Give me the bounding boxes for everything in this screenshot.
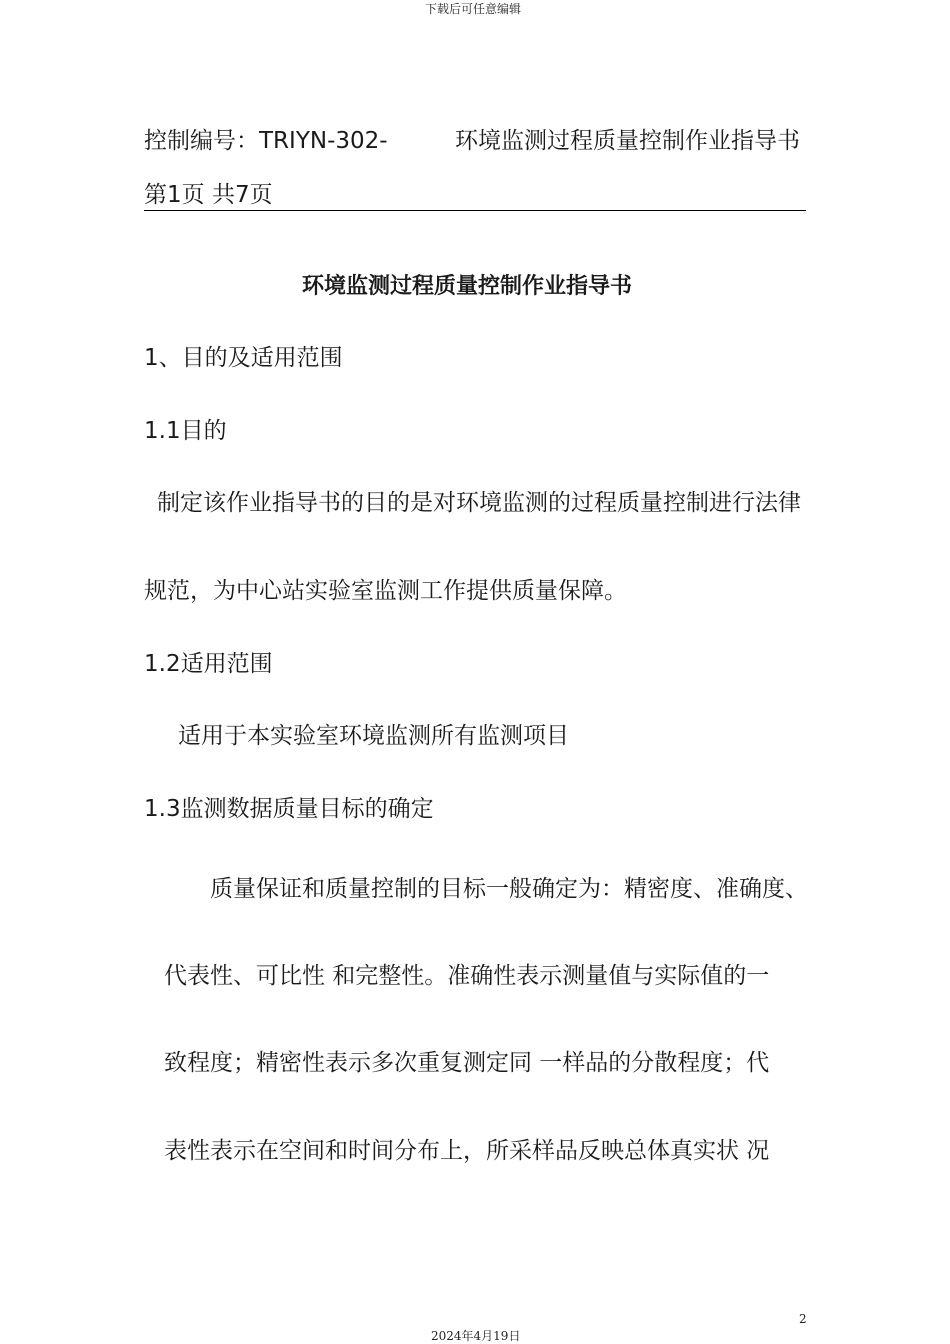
page-info: 第1页 共7页 [144, 182, 273, 208]
section-1-1-paragraph-line-2: 规范，为中心站实验室监测工作提供质量保障。 [144, 578, 627, 604]
page-number: 2 [799, 1312, 807, 1326]
header-divider [144, 210, 806, 211]
section-1-3-paragraph-line-2: 代表性、可比性 和完整性。准确性表示测量值与实际值的一 [164, 963, 770, 989]
document-title: 环境监测过程质量控制作业指导书 [302, 274, 633, 299]
section-1-1-paragraph-line-1: 制定该作业指导书的目的是对环境监测的过程质量控制进行法律 [157, 490, 801, 516]
footer-date: 2024年4月19日 [431, 1329, 521, 1343]
section-1-2-paragraph: 适用于本实验室环境监测所有监测项目 [178, 723, 569, 749]
section-1-heading: 1、目的及适用范围 [144, 345, 343, 371]
section-1-3-paragraph-line-1: 质量保证和质量控制的目标一般确定为：精密度、准确度、 [210, 876, 808, 902]
section-1-1-heading: 1.1目的 [144, 418, 227, 444]
section-1-3-paragraph-line-4: 表性表示在空间和时间分布上，所采样品反映总体真实状 况 [164, 1138, 770, 1164]
header-doc-title: 环境监测过程质量控制作业指导书 [455, 128, 800, 154]
top-note: 下载后可任意编辑 [425, 2, 522, 16]
section-1-3-heading: 1.3监测数据质量目标的确定 [144, 796, 434, 822]
section-1-3-paragraph-line-3: 致程度；精密性表示多次重复测定同 一样品的分散程度；代 [164, 1050, 770, 1076]
section-1-2-heading: 1.2适用范围 [144, 651, 273, 677]
control-code: 控制编号：TRIYN-302- [144, 128, 388, 154]
